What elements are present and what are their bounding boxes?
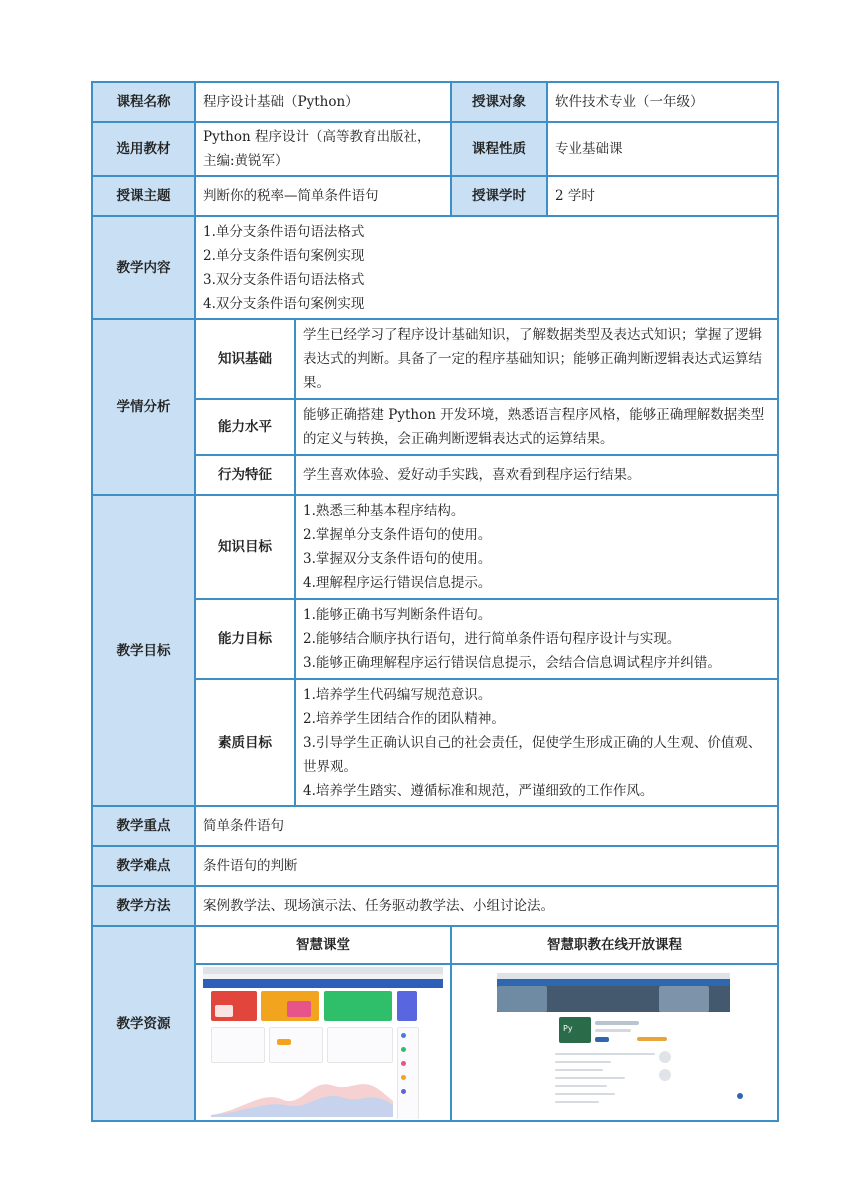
python-cover-graphic: Py [563,1023,573,1033]
row-key-point [92,806,778,846]
row-topic [92,176,778,216]
course-name-label: 课程名称 [92,82,195,122]
audience-label: 授课对象 [451,82,547,122]
methods: 案例教学法、现场演示法、任务驱动教学法、小组讨论法。 [195,886,778,926]
content-item: 2.单分支条件语句案例实现 [203,247,365,264]
row-methods [92,886,778,926]
content-item: 3.双分支条件语句语法格式 [203,271,365,288]
row-analysis-behavior [92,455,778,495]
methods-label: 教学方法 [92,886,195,926]
smart-classroom-image [203,967,443,1119]
goals-knowledge [295,495,778,599]
goal-item: 1.培养学生代码编写规范意识。 [303,686,492,703]
audience: 软件技术专业（一年级） [547,82,778,122]
row-goals-knowledge [92,495,778,599]
textbook: Python 程序设计（高等教育出版社，主编:黄锐军） [195,122,451,176]
row-course-name [92,82,778,122]
resources-label: 教学资源 [92,926,195,1121]
content-list [195,216,778,319]
row-resources-images [92,964,778,1121]
row-goals-ability [92,599,778,679]
analysis-ability-label: 能力水平 [195,399,295,455]
textbook-label: 选用教材 [92,122,195,176]
row-content [92,216,778,319]
topic-label: 授课主题 [92,176,195,216]
analysis-behavior: 学生喜欢体验、爱好动手实践，喜欢看到程序运行结果。 [295,455,778,495]
smart-classroom-screenshot [195,964,451,1121]
goal-item: 1.能够正确书写判断条件语句。 [303,607,492,623]
course-nature-label: 课程性质 [451,122,547,176]
content-label: 教学内容 [92,216,195,319]
course-name: 程序设计基础（Python） [195,82,451,122]
goal-item: 2.掌握单分支条件语句的使用。 [303,527,492,543]
goal-item: 4.理解程序运行错误信息提示。 [303,575,492,591]
analysis-knowledge: 学生已经学习了程序设计基础知识，了解数据类型及表达式知识；掌握了逻辑表达式的判断。具备了一定的程序基础知识；能够正确判断逻辑表达式运算结果。 [295,319,778,399]
goals-knowledge-label: 知识目标 [195,495,295,599]
goals-quality [295,679,778,806]
content-item: 1.单分支条件语句语法格式 [203,223,365,240]
lesson-plan-table [91,81,779,1122]
goals-ability-label: 能力目标 [195,599,295,679]
goal-item: 2.能够结合顺序执行语句，进行简单条件语句程序设计与实现。 [303,631,681,647]
goal-item: 4.培养学生踏实、遵循标准和规范，严谨细致的工作作风。 [303,782,654,799]
hours: 2 学时 [547,176,778,216]
activity-chart-graphic [211,1071,393,1117]
row-analysis-knowledge [92,319,778,399]
online-course-image [459,967,770,1119]
difficulty: 条件语句的判断 [195,846,778,886]
goals-quality-label: 素质目标 [195,679,295,806]
goals-ability [295,599,778,679]
row-resources-titles [92,926,778,964]
goal-item: 1.熟悉三种基本程序结构。 [303,503,465,519]
resource-left-title: 智慧课堂 [195,926,451,964]
difficulty-label: 教学难点 [92,846,195,886]
analysis-behavior-label: 行为特征 [195,455,295,495]
topic: 判断你的税率—简单条件语句 [195,176,451,216]
goal-item: 3.能够正确理解程序运行错误信息提示，会结合信息调试程序并纠错。 [303,655,721,671]
analysis-knowledge-label: 知识基础 [195,319,295,399]
row-goals-quality [92,679,778,806]
content-item: 4.双分支条件语句案例实现 [203,295,365,312]
key-point: 简单条件语句 [195,806,778,846]
row-difficulty [92,846,778,886]
row-textbook [92,122,778,176]
hours-label: 授课学时 [451,176,547,216]
goal-item: 3.引导学生正确认识自己的社会责任，促使学生形成正确的人生观、价值观、世界观。 [303,734,762,775]
analysis-ability: 能够正确搭建 Python 开发环境，熟悉语言程序风格，能够正确理解数据类型的定义与转换，会正确判断逻辑表达式的运算结果。 [295,399,778,455]
course-nature: 专业基础课 [547,122,778,176]
key-point-label: 教学重点 [92,806,195,846]
resource-right-title: 智慧职教在线开放课程 [451,926,778,964]
goals-label: 教学目标 [92,495,195,806]
online-course-screenshot [451,964,778,1121]
goal-item: 2.培养学生团结合作的团队精神。 [303,710,505,727]
goal-item: 3.掌握双分支条件语句的使用。 [303,551,492,567]
row-analysis-ability [92,399,778,455]
analysis-label: 学情分析 [92,319,195,495]
